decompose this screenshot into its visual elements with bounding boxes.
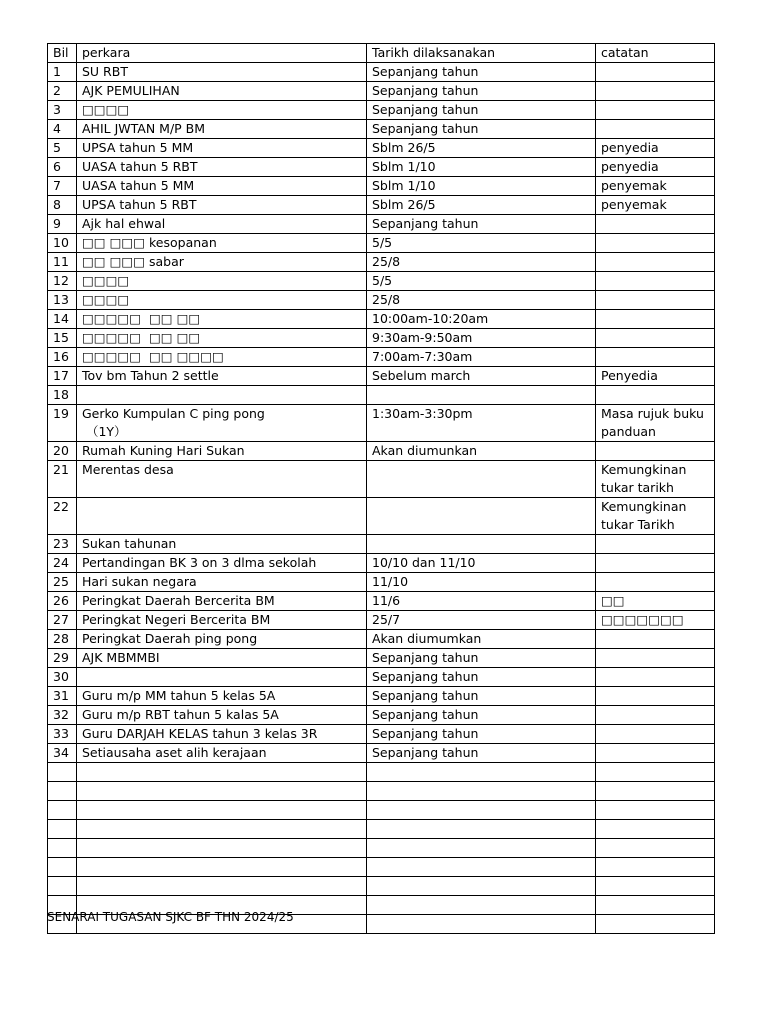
table-row xyxy=(48,177,715,196)
cell-perkara: Rumah Kuning Hari Sukan xyxy=(77,442,367,461)
cell-catatan xyxy=(596,234,715,253)
cell-perkara: Sukan tahunan xyxy=(77,535,367,554)
table-body xyxy=(48,63,715,934)
cell-tarikh: Sepanjang tahun xyxy=(367,744,596,763)
cell-bil: 21 xyxy=(48,461,77,498)
cell-perkara xyxy=(77,668,367,687)
cell-bil: 10 xyxy=(48,234,77,253)
cell-tarikh xyxy=(367,820,596,839)
table-row xyxy=(48,687,715,706)
cell-bil: 1 xyxy=(48,63,77,82)
cell-tarikh: 1:30am-3:30pm xyxy=(367,405,596,442)
cell-perkara: UPSA tahun 5 RBT xyxy=(77,196,367,215)
header-tarikh: Tarikh dilaksanakan xyxy=(367,44,596,63)
cell-perkara: UASA tahun 5 RBT xyxy=(77,158,367,177)
cell-bil: 33 xyxy=(48,725,77,744)
table-row xyxy=(48,592,715,611)
cell-tarikh: Sblm 26/5 xyxy=(367,139,596,158)
cell-catatan xyxy=(596,82,715,101)
cell-bil: 18 xyxy=(48,386,77,405)
cell-tarikh: 25/7 xyxy=(367,611,596,630)
cell-catatan xyxy=(596,442,715,461)
cell-bil: 31 xyxy=(48,687,77,706)
table-row xyxy=(48,386,715,405)
cell-catatan xyxy=(596,706,715,725)
cell-bil: 30 xyxy=(48,668,77,687)
cell-perkara: Setiausaha aset alih kerajaan xyxy=(77,744,367,763)
cell-tarikh xyxy=(367,801,596,820)
table-row xyxy=(48,253,715,272)
cell-tarikh: Sepanjang tahun xyxy=(367,706,596,725)
cell-perkara xyxy=(77,877,367,896)
cell-catatan xyxy=(596,877,715,896)
cell-catatan xyxy=(596,782,715,801)
cell-perkara: AHIL JWTAN M/P BM xyxy=(77,120,367,139)
cell-tarikh: Sebelum march xyxy=(367,367,596,386)
cell-tarikh: Sepanjang tahun xyxy=(367,649,596,668)
table-row xyxy=(48,234,715,253)
cell-perkara: Ajk hal ehwal xyxy=(77,215,367,234)
cell-catatan: penyemak xyxy=(596,196,715,215)
cell-catatan xyxy=(596,668,715,687)
cell-tarikh: 25/8 xyxy=(367,291,596,310)
cell-tarikh: 7:00am-7:30am xyxy=(367,348,596,367)
cell-perkara: Guru DARJAH KELAS tahun 3 kelas 3R xyxy=(77,725,367,744)
table-row xyxy=(48,291,715,310)
cell-tarikh: Sepanjang tahun xyxy=(367,687,596,706)
cell-tarikh: Sepanjang tahun xyxy=(367,215,596,234)
cell-catatan xyxy=(596,535,715,554)
cell-perkara: Guru m/p MM tahun 5 kelas 5A xyxy=(77,687,367,706)
cell-bil: 8 xyxy=(48,196,77,215)
cell-bil: 14 xyxy=(48,310,77,329)
cell-tarikh: Sepanjang tahun xyxy=(367,82,596,101)
cell-perkara xyxy=(77,820,367,839)
table-row xyxy=(48,405,715,442)
cell-bil: 32 xyxy=(48,706,77,725)
cell-tarikh xyxy=(367,386,596,405)
cell-bil: 24 xyxy=(48,554,77,573)
cell-perkara: Guru m/p RBT tahun 5 kalas 5A xyxy=(77,706,367,725)
cell-perkara: Pertandingan BK 3 on 3 dlma sekolah xyxy=(77,554,367,573)
table-row xyxy=(48,101,715,120)
cell-bil: 26 xyxy=(48,592,77,611)
cell-catatan xyxy=(596,291,715,310)
cell-catatan: Penyedia xyxy=(596,367,715,386)
table-row xyxy=(48,310,715,329)
cell-catatan xyxy=(596,215,715,234)
cell-perkara: Hari sukan negara xyxy=(77,573,367,592)
table-row xyxy=(48,535,715,554)
table-row xyxy=(48,348,715,367)
cell-perkara: □□□□ xyxy=(77,291,367,310)
cell-catatan xyxy=(596,630,715,649)
cell-perkara: □□□□□ □□ □□□□ xyxy=(77,348,367,367)
cell-perkara: □□ □□□ kesopanan xyxy=(77,234,367,253)
cell-bil xyxy=(48,820,77,839)
cell-bil: 20 xyxy=(48,442,77,461)
cell-tarikh xyxy=(367,498,596,535)
cell-perkara: □□□□ xyxy=(77,272,367,291)
cell-catatan xyxy=(596,801,715,820)
cell-perkara xyxy=(77,858,367,877)
cell-catatan xyxy=(596,896,715,915)
cell-perkara xyxy=(77,801,367,820)
cell-perkara xyxy=(77,782,367,801)
cell-catatan xyxy=(596,839,715,858)
cell-perkara: Peringkat Negeri Bercerita BM xyxy=(77,611,367,630)
table-row xyxy=(48,329,715,348)
table-row xyxy=(48,801,715,820)
table-row xyxy=(48,120,715,139)
cell-perkara: UASA tahun 5 MM xyxy=(77,177,367,196)
cell-tarikh xyxy=(367,535,596,554)
cell-bil: 12 xyxy=(48,272,77,291)
cell-tarikh: Sepanjang tahun xyxy=(367,63,596,82)
table-row xyxy=(48,725,715,744)
cell-tarikh xyxy=(367,858,596,877)
cell-catatan xyxy=(596,348,715,367)
cell-tarikh: Sepanjang tahun xyxy=(367,725,596,744)
cell-tarikh: Akan diumunkan xyxy=(367,442,596,461)
cell-catatan: Kemungkinan tukar Tarikh xyxy=(596,498,715,535)
cell-catatan xyxy=(596,725,715,744)
cell-catatan: penyemak xyxy=(596,177,715,196)
task-table xyxy=(47,43,715,934)
table-row xyxy=(48,139,715,158)
cell-tarikh: 10/10 dan 11/10 xyxy=(367,554,596,573)
table-row xyxy=(48,573,715,592)
cell-perkara: Merentas desa xyxy=(77,461,367,498)
table-header-row xyxy=(48,44,715,63)
cell-bil: 19 xyxy=(48,405,77,442)
cell-bil: 29 xyxy=(48,649,77,668)
table-row xyxy=(48,782,715,801)
cell-perkara: □□□□□ □□ □□ xyxy=(77,310,367,329)
cell-catatan xyxy=(596,310,715,329)
cell-bil: 9 xyxy=(48,215,77,234)
cell-bil: 7 xyxy=(48,177,77,196)
cell-bil: 22 xyxy=(48,498,77,535)
table-row xyxy=(48,272,715,291)
cell-tarikh: 25/8 xyxy=(367,253,596,272)
cell-bil: 16 xyxy=(48,348,77,367)
cell-catatan xyxy=(596,858,715,877)
cell-tarikh xyxy=(367,915,596,934)
cell-tarikh xyxy=(367,877,596,896)
header-bil: Bil xyxy=(48,44,77,63)
cell-perkara: UPSA tahun 5 MM xyxy=(77,139,367,158)
cell-perkara xyxy=(77,498,367,535)
table-row xyxy=(48,196,715,215)
cell-tarikh xyxy=(367,839,596,858)
cell-bil xyxy=(48,801,77,820)
cell-tarikh xyxy=(367,763,596,782)
document-caption: SENARAI TUGASAN SJKC BF THN 2024/25 xyxy=(47,910,294,924)
table-row xyxy=(48,630,715,649)
table-row xyxy=(48,498,715,535)
cell-bil: 17 xyxy=(48,367,77,386)
cell-catatan xyxy=(596,329,715,348)
cell-bil: 15 xyxy=(48,329,77,348)
cell-catatan xyxy=(596,120,715,139)
cell-bil: 2 xyxy=(48,82,77,101)
cell-catatan xyxy=(596,649,715,668)
table-row xyxy=(48,839,715,858)
table-row xyxy=(48,820,715,839)
table-row xyxy=(48,706,715,725)
cell-bil: 23 xyxy=(48,535,77,554)
cell-tarikh: Sblm 1/10 xyxy=(367,158,596,177)
cell-tarikh: 5/5 xyxy=(367,272,596,291)
cell-bil: 25 xyxy=(48,573,77,592)
cell-tarikh: Sepanjang tahun xyxy=(367,101,596,120)
cell-perkara xyxy=(77,386,367,405)
table-row xyxy=(48,367,715,386)
cell-bil: 13 xyxy=(48,291,77,310)
cell-tarikh: 11/10 xyxy=(367,573,596,592)
cell-tarikh: Sepanjang tahun xyxy=(367,668,596,687)
table-row xyxy=(48,877,715,896)
table-row xyxy=(48,649,715,668)
cell-catatan xyxy=(596,554,715,573)
cell-perkara: □□ □□□ sabar xyxy=(77,253,367,272)
cell-perkara: Peringkat Daerah Bercerita BM xyxy=(77,592,367,611)
cell-perkara: Tov bm Tahun 2 settle xyxy=(77,367,367,386)
cell-catatan: □□ xyxy=(596,592,715,611)
table-row xyxy=(48,668,715,687)
cell-perkara: □□□□ xyxy=(77,101,367,120)
cell-catatan xyxy=(596,253,715,272)
table-row xyxy=(48,461,715,498)
cell-tarikh xyxy=(367,782,596,801)
cell-bil: 34 xyxy=(48,744,77,763)
cell-perkara: Gerko Kumpulan C ping pong （1Y） xyxy=(77,405,367,442)
cell-bil xyxy=(48,763,77,782)
cell-bil xyxy=(48,858,77,877)
cell-bil xyxy=(48,839,77,858)
cell-perkara: AJK MBMMBI xyxy=(77,649,367,668)
cell-catatan: Kemungkinan tukar tarikh xyxy=(596,461,715,498)
cell-tarikh: 10:00am-10:20am xyxy=(367,310,596,329)
table-row xyxy=(48,858,715,877)
cell-bil xyxy=(48,782,77,801)
table-row xyxy=(48,215,715,234)
cell-catatan: Masa rujuk buku panduan xyxy=(596,405,715,442)
cell-bil xyxy=(48,877,77,896)
cell-bil: 4 xyxy=(48,120,77,139)
table-row xyxy=(48,611,715,630)
cell-bil: 27 xyxy=(48,611,77,630)
cell-perkara: Peringkat Daerah ping pong xyxy=(77,630,367,649)
cell-bil: 5 xyxy=(48,139,77,158)
header-catatan: catatan xyxy=(596,44,715,63)
cell-tarikh: Sblm 26/5 xyxy=(367,196,596,215)
cell-bil: 11 xyxy=(48,253,77,272)
cell-tarikh: Sepanjang tahun xyxy=(367,120,596,139)
cell-catatan xyxy=(596,763,715,782)
table-row xyxy=(48,744,715,763)
cell-tarikh: Akan diumumkan xyxy=(367,630,596,649)
cell-catatan xyxy=(596,687,715,706)
table-row xyxy=(48,554,715,573)
cell-catatan xyxy=(596,272,715,291)
cell-tarikh: 11/6 xyxy=(367,592,596,611)
cell-perkara xyxy=(77,839,367,858)
table-row xyxy=(48,82,715,101)
cell-perkara: SU RBT xyxy=(77,63,367,82)
cell-catatan: penyedia xyxy=(596,158,715,177)
cell-catatan xyxy=(596,386,715,405)
cell-catatan: penyedia xyxy=(596,139,715,158)
cell-tarikh: Sblm 1/10 xyxy=(367,177,596,196)
cell-tarikh: 5/5 xyxy=(367,234,596,253)
cell-catatan: □□□□□□□ xyxy=(596,611,715,630)
cell-bil: 28 xyxy=(48,630,77,649)
table-row xyxy=(48,763,715,782)
cell-catatan xyxy=(596,744,715,763)
cell-bil: 3 xyxy=(48,101,77,120)
cell-tarikh: 9:30am-9:50am xyxy=(367,329,596,348)
cell-catatan xyxy=(596,915,715,934)
cell-perkara: □□□□□ □□ □□ xyxy=(77,329,367,348)
cell-catatan xyxy=(596,101,715,120)
header-perkara: perkara xyxy=(77,44,367,63)
cell-tarikh xyxy=(367,461,596,498)
cell-perkara: AJK PEMULIHAN xyxy=(77,82,367,101)
cell-perkara xyxy=(77,763,367,782)
table-row xyxy=(48,63,715,82)
cell-catatan xyxy=(596,63,715,82)
cell-bil: 6 xyxy=(48,158,77,177)
cell-catatan xyxy=(596,820,715,839)
cell-catatan xyxy=(596,573,715,592)
table-row xyxy=(48,158,715,177)
table-row xyxy=(48,442,715,461)
cell-tarikh xyxy=(367,896,596,915)
